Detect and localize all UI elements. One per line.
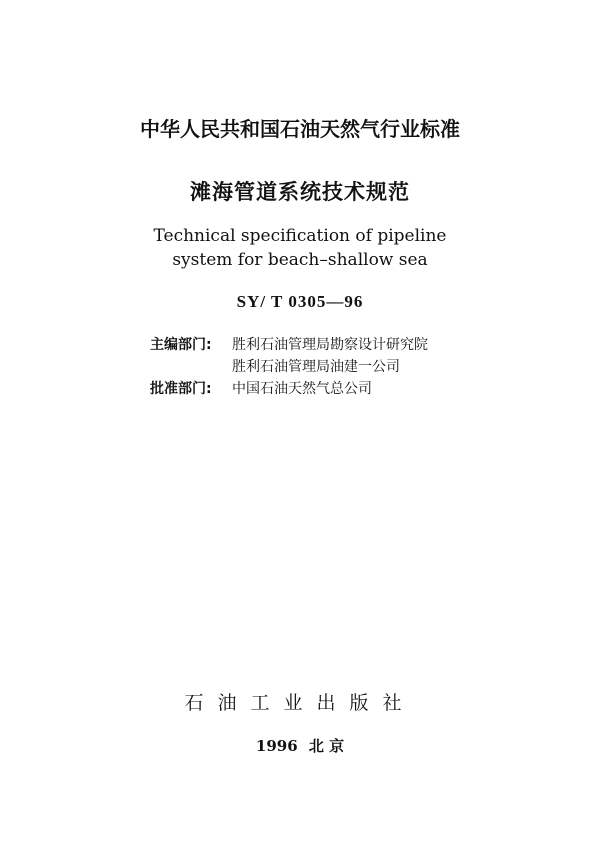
standard-number: SY/ T 0305—96 (236, 292, 364, 311)
title-english-line-1: Technical specification of pipeline (153, 226, 447, 246)
approver-values (232, 378, 372, 400)
publication-info (0, 735, 600, 756)
editor-values (232, 334, 428, 378)
title-chinese: 滩海管道系统技术规范 (190, 180, 410, 204)
approver-row (150, 378, 428, 400)
editor-row (150, 334, 428, 378)
approver-organization: 中国石油天然气总公司 (232, 381, 372, 397)
editor-label: 主编部门: (150, 337, 212, 353)
editor-organization-2: 胜利石油管理局油建一公司 (232, 359, 400, 375)
standard-header: 中华人民共和国石油天然气行业标准 (140, 117, 460, 141)
publisher-name: 石油工业出版社 (184, 692, 416, 714)
organizations-block (150, 334, 428, 400)
editor-organization-1: 胜利石油管理局勘察设计研究院 (232, 337, 428, 353)
title-english (0, 224, 600, 272)
publication-city: 北 京 (308, 737, 345, 755)
publication-year: 1996 (255, 737, 298, 755)
approver-label: 批准部门: (150, 381, 212, 397)
title-english-line-2: system for beach–shallow sea (172, 250, 428, 270)
